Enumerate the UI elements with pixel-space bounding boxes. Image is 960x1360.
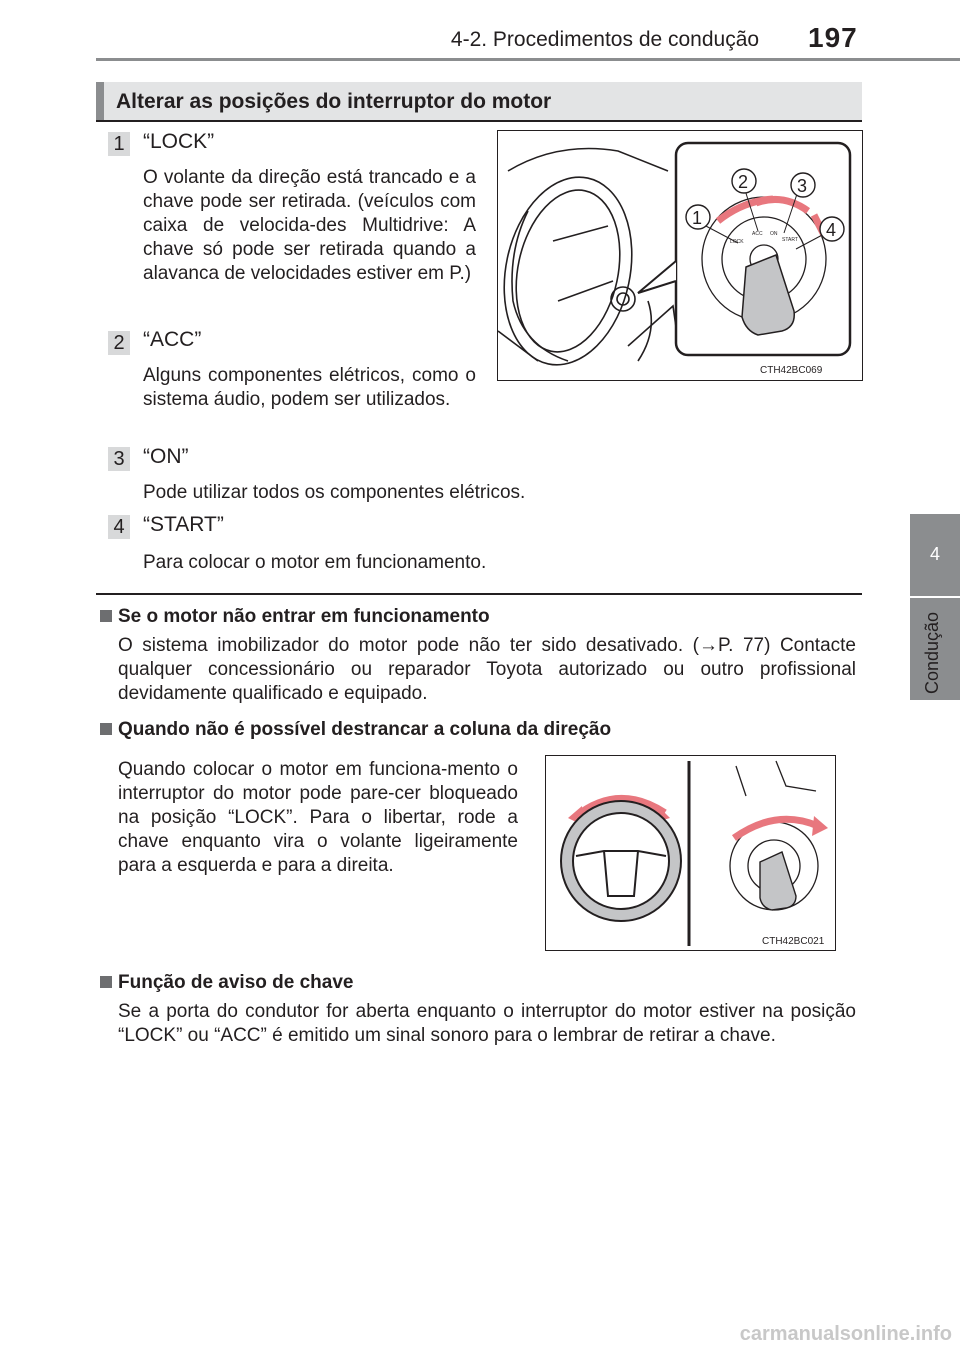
item-number-3: 3 [108, 447, 130, 471]
note-heading-steering-lock [100, 719, 611, 741]
section-heading [96, 82, 862, 122]
note-title: Se o motor não entrar em funcionamento [118, 606, 490, 627]
fig-callout-4: 4 [826, 220, 837, 240]
heading-accent-bar [96, 82, 104, 120]
item-body-start: Para colocar o motor em funcionamento. [143, 552, 487, 573]
item-title-acc: “ACC” [143, 328, 202, 351]
note-body-steering-lock: Quando colocar o motor em funciona-mento o interruptor do motor pode pare-cer bloqueado na posição “LOCK”. Para o libertar, rode a chave enquanto vira o volante ligeiramente para a esquerda e para a direita. [118, 759, 518, 876]
note-body-key-warning: Se a porta do condutor for aberta enquanto o interruptor do motor estiver na posição “LOCK” ou “ACC” é emitido um sinal sonoro para o lembrar de retirar a chave. [118, 1001, 856, 1046]
steering-unlock-figure [545, 755, 836, 951]
item-body-acc: Alguns componentes elétricos, como o sistema áudio, podem ser utilizados. [143, 365, 476, 410]
running-header: 4-2. Procedimentos de condução [450, 28, 760, 51]
item-title-on: “ON” [143, 445, 189, 468]
switch-mark-lock: LOCK [730, 239, 744, 245]
note-heading-engine-not-start [100, 606, 490, 628]
item-title-lock: “LOCK” [143, 130, 215, 153]
item-body-on: Pode utilizar todos os componentes elétricos. [143, 482, 526, 503]
note-heading-key-warning [100, 972, 353, 994]
chapter-tab-label[interactable] [910, 598, 960, 700]
bullet-square [100, 723, 112, 735]
fig-callout-3: 3 [797, 176, 808, 196]
item-number-2: 2 [108, 331, 130, 355]
fig-callout-1: 1 [692, 208, 703, 228]
watermark-text: carmanualsonline.info [739, 1323, 952, 1345]
page-number: 197 [808, 22, 858, 53]
note-body-engine-not-start: O sistema imobilizador do motor pode não ter sido desativado. (→P. 77) Contacte qualquer concessionário ou reparador Toyota autorizado ou outro profissional devidamente qualificado e equipado. [118, 635, 856, 704]
item-number-1: 1 [108, 132, 130, 156]
ignition-switch-illustration [498, 131, 862, 380]
key-shape-2 [760, 852, 796, 910]
bullet-square [100, 610, 112, 622]
section-title: Alterar as posições do interruptor do motor [116, 90, 552, 113]
note-title: Função de aviso de chave [118, 972, 354, 993]
switch-mark-acc: ACC [752, 231, 763, 237]
fig-callout-2: 2 [738, 172, 749, 192]
switch-mark-on: ON [770, 231, 778, 237]
item-title-start: “START” [143, 513, 224, 536]
figure2-code: CTH42BC021 [762, 936, 825, 947]
chapter-label-text: Condução [922, 611, 942, 694]
item-number-4: 4 [108, 515, 130, 539]
ignition-switch-figure [497, 130, 863, 381]
steering-unlock-illustration [546, 756, 835, 950]
item-body-lock: O volante da direção está trancado e a chave pode ser retirada. (veículos com caixa de velocida-des Multidrive: A chave só pode ser retirada quando a alavanca de velocidades estiver em P.) [143, 167, 476, 284]
note-title: Quando não é possível destrancar a coluna da direção [118, 719, 612, 740]
header-rule [96, 58, 960, 61]
figure1-code: CTH42BC069 [760, 365, 823, 376]
chapter-tab-number[interactable]: 4 [910, 514, 960, 596]
section-divider [96, 593, 862, 595]
bullet-square [100, 976, 112, 988]
switch-mark-start: START [782, 237, 798, 243]
